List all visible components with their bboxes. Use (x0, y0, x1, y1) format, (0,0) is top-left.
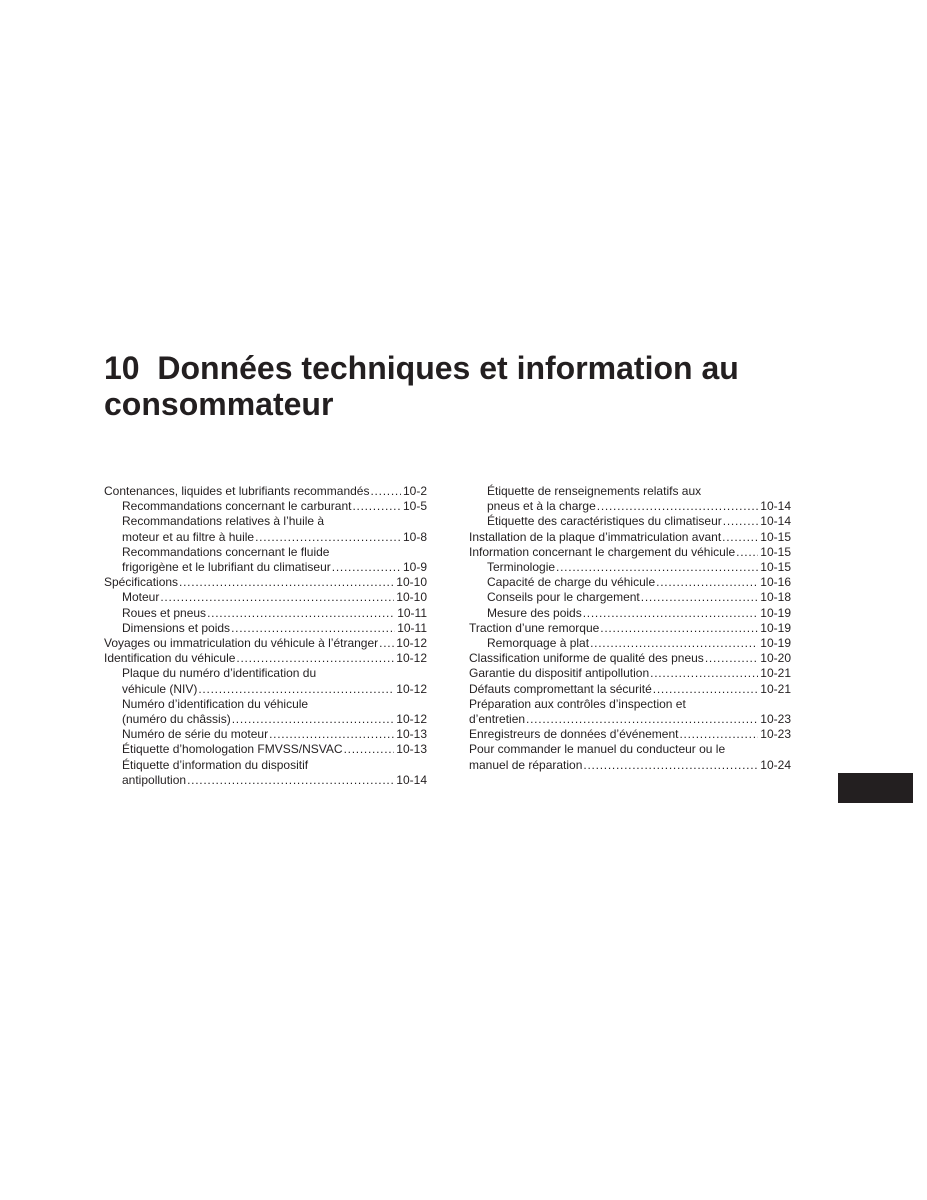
toc-column-right (469, 484, 791, 773)
toc-entry-row (122, 530, 427, 545)
toc-entry[interactable] (469, 560, 791, 575)
toc-entry[interactable] (104, 727, 427, 742)
toc-dot-leader (736, 545, 758, 560)
toc-entry[interactable] (104, 697, 427, 727)
toc-entry-row (104, 484, 427, 499)
toc-entry-page: 10-24 (760, 757, 791, 772)
toc-entry-title: véhicule (NIV) (122, 681, 198, 696)
toc-entry-title: Pour commander le manuel du conducteur ou le (469, 742, 726, 757)
toc-entry[interactable] (469, 621, 791, 636)
toc-entry-page: 10-11 (397, 620, 427, 635)
toc-entry[interactable] (104, 742, 427, 757)
toc-entry[interactable] (104, 499, 427, 514)
toc-entry-page: 10-16 (760, 575, 791, 590)
toc-entry[interactable] (469, 651, 791, 666)
toc-entry-title: Enregistreurs de données d’événement (469, 727, 679, 742)
toc-entry[interactable] (469, 484, 791, 514)
chapter-title-line-1: 10 Données techniques et information au (104, 350, 739, 386)
toc-dot-leader (160, 590, 394, 605)
toc-entry-title: manuel de réparation (469, 757, 583, 772)
toc-entry-row (469, 682, 791, 697)
toc-entry-page: 10-13 (396, 742, 427, 757)
toc-entry-title: Numéro d’identification du véhicule (122, 696, 309, 711)
toc-entry-title: Voyages ou immatriculation du véhicule à l’étranger (104, 636, 379, 651)
toc-entry-title: Roues et pneus (122, 605, 207, 620)
toc-entry[interactable] (104, 514, 427, 544)
toc-entry[interactable] (104, 621, 427, 636)
toc-entry-title: pneus et à la charge (487, 499, 596, 514)
toc-entry-row (122, 621, 427, 636)
toc-entry-page: 10-11 (397, 605, 427, 620)
toc-dot-leader (187, 773, 394, 788)
toc-entry-title: Contenances, liquides et lubrifiants recommandés (104, 484, 370, 498)
toc-entry[interactable] (469, 590, 791, 605)
toc-entry-row (487, 560, 791, 575)
toc-dot-leader (232, 712, 395, 727)
toc-entry-row (469, 666, 791, 681)
toc-entry-row (104, 575, 427, 590)
toc-entry-page: 10-14 (396, 772, 427, 787)
toc-entry-page: 10-10 (396, 575, 427, 590)
toc-dot-leader (255, 530, 401, 545)
toc-entry-title: Moteur (122, 590, 160, 605)
toc-entry-title: Dimensions et poids (122, 620, 231, 635)
toc-entry-title: d’entretien (469, 712, 526, 727)
toc-entry-page: 10-15 (760, 560, 791, 575)
toc-entry[interactable] (469, 682, 791, 697)
toc-entry-row (469, 530, 791, 545)
toc-entry-title: (numéro du châssis) (122, 712, 231, 727)
toc-entry-title: Étiquette des caractéristiques du climatiseur (487, 514, 722, 529)
chapter-title (104, 350, 864, 422)
toc-entry-page: 10-15 (760, 529, 791, 544)
toc-dot-leader (656, 575, 758, 590)
toc-entry[interactable] (469, 666, 791, 681)
toc-dot-leader (236, 651, 394, 666)
toc-entry-row (487, 606, 791, 621)
toc-entry-title: Étiquette d’homologation FMVSS/NSVAC (122, 742, 343, 757)
toc-entry-title: Étiquette de renseignements relatifs aux (487, 484, 702, 498)
toc-dot-leader (207, 606, 395, 621)
toc-entry[interactable] (104, 484, 427, 499)
toc-column-left (104, 484, 427, 788)
toc-entry-page: 10-18 (760, 590, 791, 605)
toc-entry-row (122, 712, 427, 727)
toc-entry[interactable] (469, 606, 791, 621)
toc-entry-page: 10-15 (760, 544, 791, 559)
toc-dot-leader (590, 636, 758, 651)
toc-entry[interactable] (469, 742, 791, 772)
toc-dot-leader (556, 560, 758, 575)
toc-entry-row (104, 636, 427, 651)
toc-entry-title: Information concernant le chargement du véhicule (469, 544, 736, 559)
toc-entry-title: Plaque du numéro d’identification du (122, 666, 317, 681)
toc-dot-leader (705, 651, 758, 666)
toc-dot-leader (332, 560, 401, 575)
toc-entry-page: 10-12 (396, 651, 427, 666)
toc-entry-page: 10-12 (396, 636, 427, 651)
chapter-title-line-2: consommateur (104, 386, 334, 422)
toc-entry[interactable] (104, 590, 427, 605)
toc-dot-leader (722, 530, 758, 545)
toc-entry[interactable] (104, 666, 427, 696)
toc-dot-leader (641, 590, 759, 605)
toc-entry-title: Classification uniforme de qualité des pneus (469, 651, 704, 666)
toc-entry[interactable] (104, 575, 427, 590)
toc-entry-title: Terminologie (487, 560, 556, 575)
toc-entry-row (469, 712, 791, 727)
toc-entry-title: Préparation aux contrôles d’inspection et (469, 696, 686, 711)
toc-entry-title: Mesure des poids (487, 605, 582, 620)
toc-entry-page: 10-19 (760, 605, 791, 620)
toc-dot-leader (526, 712, 758, 727)
toc-entry-page: 10-12 (396, 681, 427, 696)
toc-dot-leader (723, 514, 759, 529)
toc-entry-page: 10-19 (760, 620, 791, 635)
toc-entry-page: 10-9 (402, 560, 427, 575)
toc-entry-page: 10-5 (402, 499, 427, 514)
toc-entry-row (469, 758, 791, 773)
toc-entry-row (469, 545, 791, 560)
toc-entry[interactable] (469, 727, 791, 742)
toc-entry-title: Étiquette d’information du dispositif (122, 757, 309, 772)
toc-dot-leader (600, 621, 758, 636)
toc-entry[interactable] (104, 545, 427, 575)
toc-entry-title: Garantie du dispositif antipollution (469, 666, 650, 681)
toc-entry-page: 10-14 (760, 499, 791, 514)
toc-entry-page: 10-14 (760, 514, 791, 529)
toc-entry-row (122, 606, 427, 621)
toc-entry-page: 10-2 (402, 484, 427, 498)
toc-entry-title: Conseils pour le chargement (487, 590, 640, 605)
toc-entry-title: Défauts compromettant la sécurité (469, 681, 652, 696)
toc-entry-row (487, 499, 791, 514)
toc-entry-page: 10-23 (760, 712, 791, 727)
toc-entry-title: Spécifications (104, 575, 179, 590)
toc-entry-title: antipollution (122, 772, 187, 787)
chapter-thumb-tab (838, 773, 913, 803)
toc-entry-page: 10-21 (760, 681, 791, 696)
toc-entry-title: Numéro de série du moteur (122, 727, 269, 742)
toc-entry[interactable] (469, 530, 791, 545)
toc-entry-row (469, 621, 791, 636)
toc-entry-title: Recommandations concernant le carburant (122, 499, 352, 514)
toc-dot-leader (179, 575, 394, 590)
toc-entry-row (487, 575, 791, 590)
toc-entry-title: Recommandations relatives à l’huile à (122, 514, 325, 529)
toc-entry-row (122, 499, 427, 514)
toc-entry-row (122, 682, 427, 697)
toc-dot-leader (269, 727, 394, 742)
toc-dot-leader (653, 682, 759, 697)
toc-entry-title: Recommandations concernant le fluide (122, 544, 330, 559)
toc-dot-leader (597, 499, 759, 514)
toc-dot-leader (198, 682, 394, 697)
toc-entry[interactable] (104, 651, 427, 666)
toc-entry-row (122, 560, 427, 575)
toc-dot-leader (370, 484, 400, 499)
toc-entry-page: 10-12 (396, 712, 427, 727)
toc-entry-page: 10-21 (760, 666, 791, 681)
toc-entry-page: 10-8 (402, 529, 427, 544)
toc-entry-title: moteur et au filtre à huile (122, 529, 255, 544)
toc-entry-row (122, 742, 427, 757)
toc-entry-page: 10-19 (760, 636, 791, 651)
toc-dot-leader (650, 666, 758, 681)
toc-entry[interactable] (469, 575, 791, 590)
toc-dot-leader (583, 606, 759, 621)
toc-entry-title: Traction d’une remorque (469, 620, 600, 635)
toc-dot-leader (231, 621, 395, 636)
toc-dot-leader (344, 742, 395, 757)
toc-entry[interactable] (104, 606, 427, 621)
toc-entry-title: Installation de la plaque d’immatriculation avant (469, 529, 722, 544)
toc-entry-page: 10-10 (396, 590, 427, 605)
toc-entry-row (122, 727, 427, 742)
toc-entry[interactable] (469, 697, 791, 727)
toc-entry-title: Identification du véhicule (104, 651, 236, 666)
toc-entry-row (104, 651, 427, 666)
toc-dot-leader (679, 727, 758, 742)
toc-dot-leader (352, 499, 401, 514)
toc-entry[interactable] (104, 636, 427, 651)
toc-entry-row (487, 590, 791, 605)
toc-entry-title: frigorigène et le lubrifiant du climatiseur (122, 560, 331, 575)
toc-entry[interactable] (469, 545, 791, 560)
toc-entry[interactable] (469, 636, 791, 651)
toc-entry-row (122, 590, 427, 605)
toc-dot-leader (379, 636, 394, 651)
toc-entry[interactable] (104, 758, 427, 788)
toc-entry-row (487, 636, 791, 651)
toc-entry-row (122, 773, 427, 788)
toc-entry-page: 10-23 (760, 727, 791, 742)
toc-entry-title: Remorquage à plat (487, 636, 590, 651)
toc-entry-page: 10-13 (396, 727, 427, 742)
toc-entry-title: Capacité de charge du véhicule (487, 575, 656, 590)
toc-entry-row (487, 514, 791, 529)
toc-entry-row (469, 651, 791, 666)
toc-dot-leader (583, 758, 758, 773)
toc-entry[interactable] (469, 514, 791, 529)
toc-entry-page: 10-20 (760, 651, 791, 666)
toc-entry-row (469, 727, 791, 742)
